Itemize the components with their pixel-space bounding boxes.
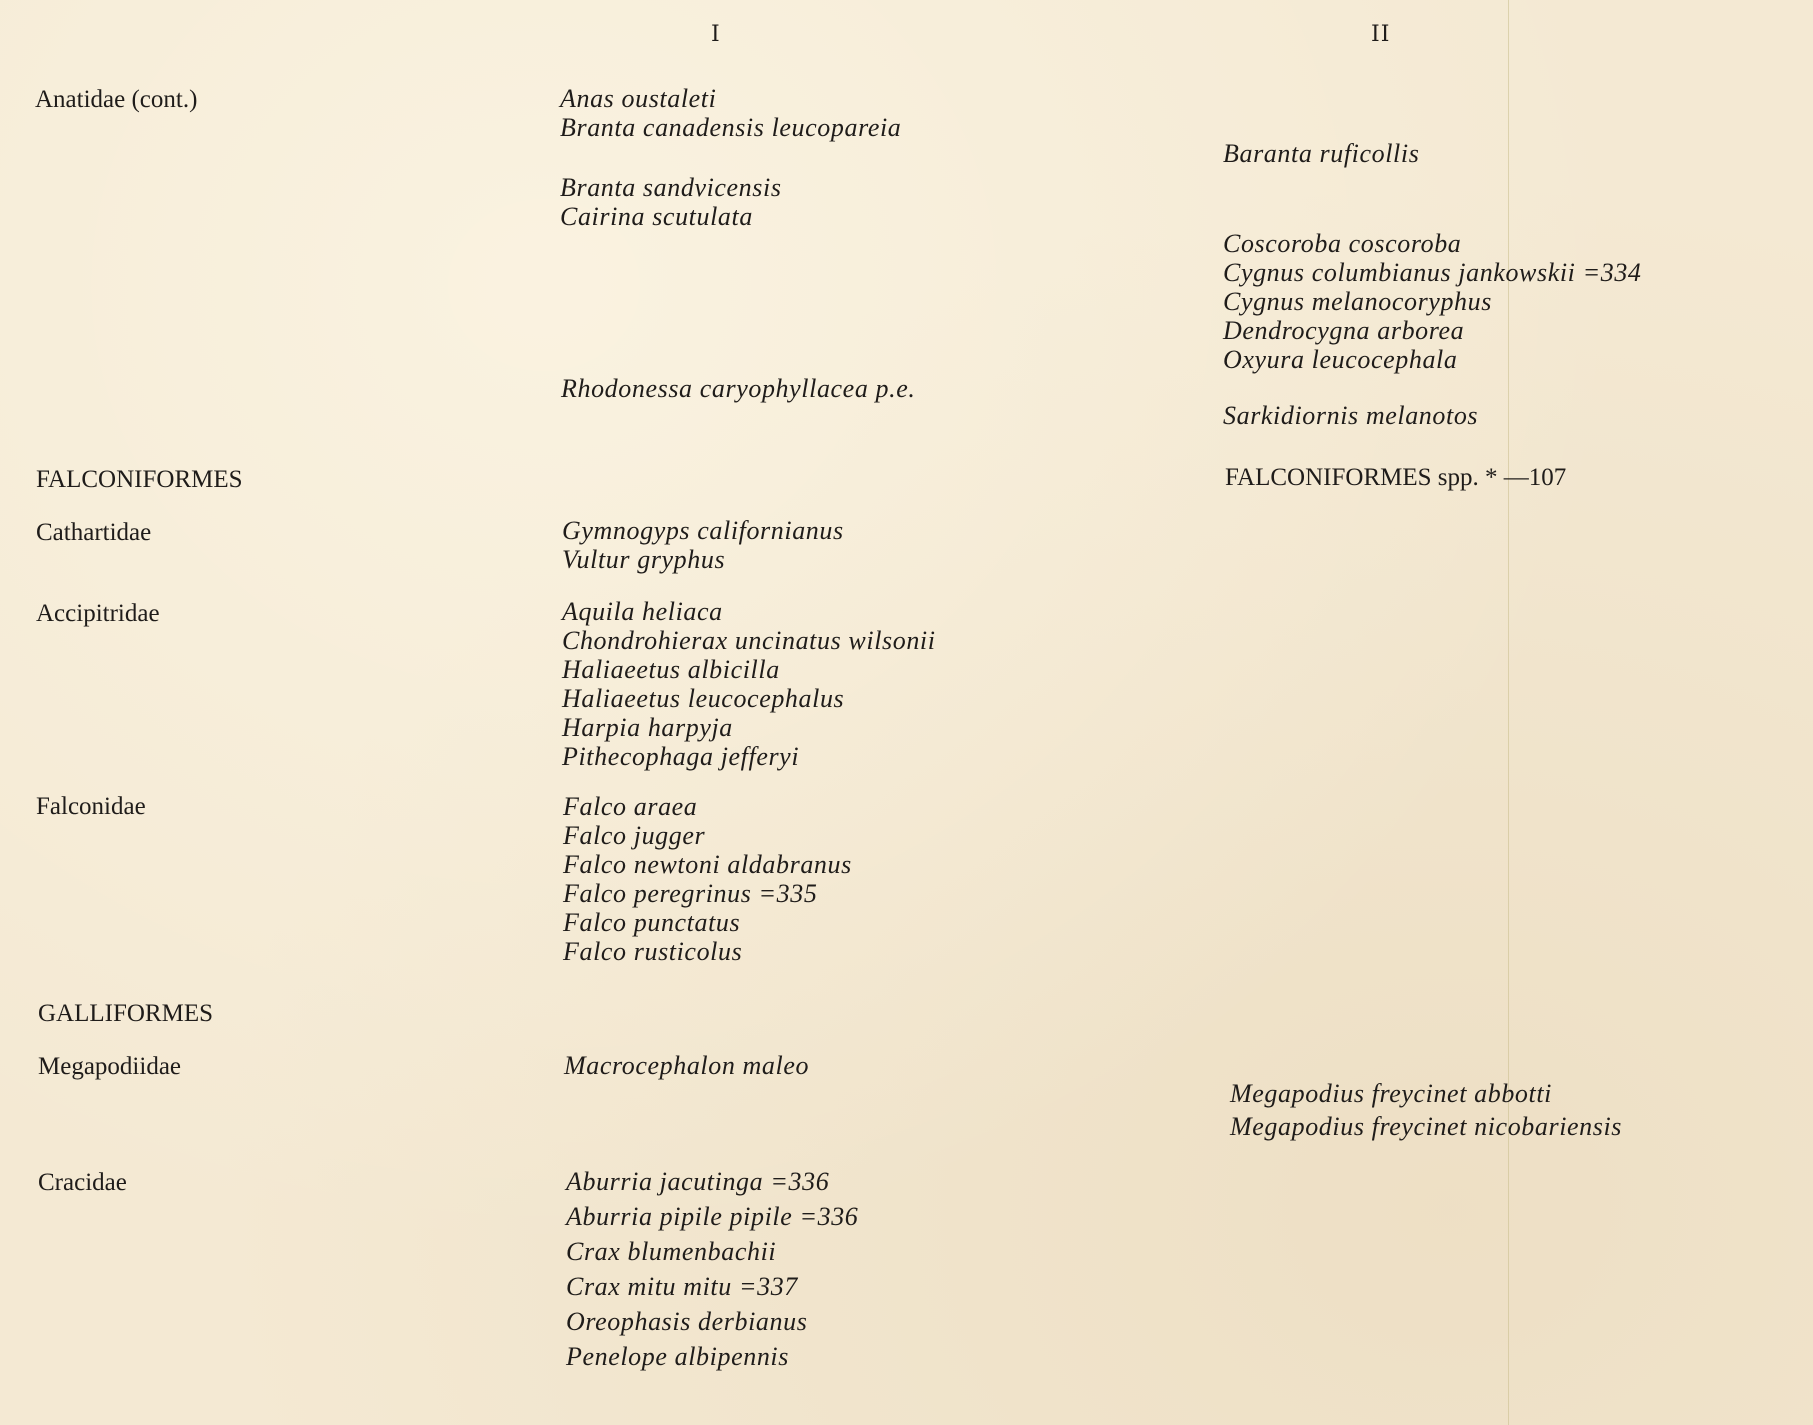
list-item: Falco jugger bbox=[563, 821, 706, 850]
list-item: Aburria jacutinga =336 bbox=[566, 1167, 830, 1196]
list-item: Coscoroba coscoroba bbox=[1223, 229, 1462, 258]
list-item: Aburria pipile pipile =336 bbox=[566, 1202, 859, 1231]
falconiformes-spp-entry: FALCONIFORMES spp. * —107 bbox=[1225, 464, 1567, 491]
appendix-i-heading: I bbox=[711, 22, 721, 47]
list-item: Gymnogyps californianus bbox=[562, 516, 844, 545]
list-item: Crax mitu mitu =337 bbox=[566, 1272, 798, 1301]
list-item: Vultur gryphus bbox=[562, 545, 726, 574]
list-item: Rhodonessa caryophyllacea p.e. bbox=[561, 374, 916, 403]
taxon-anatidae: Anatidae (cont.) bbox=[35, 86, 198, 113]
list-item: Falco peregrinus =335 bbox=[563, 879, 818, 908]
list-item: Haliaeetus albicilla bbox=[562, 655, 780, 684]
list-item: Branta canadensis leucopareia bbox=[560, 113, 902, 142]
taxon-cathartidae: Cathartidae bbox=[36, 519, 152, 546]
taxon-cracidae: Cracidae bbox=[38, 1169, 127, 1196]
list-item: Crax blumenbachii bbox=[566, 1237, 777, 1266]
list-item: Falco araea bbox=[563, 792, 698, 821]
list-item: Oreophasis derbianus bbox=[566, 1307, 808, 1336]
taxon-megapodiidae: Megapodiidae bbox=[38, 1053, 182, 1080]
list-item: Megapodius freycinet nicobariensis bbox=[1230, 1112, 1623, 1141]
list-item: Falco rusticolus bbox=[563, 937, 743, 966]
taxon-galliformes: GALLIFORMES bbox=[38, 1000, 214, 1027]
list-item: Haliaeetus leucocephalus bbox=[562, 684, 845, 713]
list-item: Cairina scutulata bbox=[560, 202, 753, 231]
list-item: Baranta ruficollis bbox=[1223, 139, 1420, 168]
list-item: Pithecophaga jefferyi bbox=[562, 742, 800, 771]
list-item: Penelope albipennis bbox=[566, 1342, 789, 1371]
list-item: Chondrohierax uncinatus wilsonii bbox=[562, 626, 936, 655]
taxon-falconiformes: FALCONIFORMES bbox=[36, 466, 243, 493]
appendix-ii-heading: II bbox=[1371, 22, 1391, 47]
list-item: Oxyura leucocephala bbox=[1223, 345, 1458, 374]
list-item: Falco newtoni aldabranus bbox=[563, 850, 852, 879]
list-item: Dendrocygna arborea bbox=[1223, 316, 1465, 345]
list-item: Anas oustaleti bbox=[560, 84, 717, 113]
list-item: Sarkidiornis melanotos bbox=[1223, 401, 1479, 430]
list-item: Macrocephalon maleo bbox=[564, 1051, 810, 1080]
list-item: Branta sandvicensis bbox=[560, 173, 782, 202]
list-item: Megapodius freycinet abbotti bbox=[1230, 1079, 1552, 1108]
list-item: Cygnus columbianus jankowskii =334 bbox=[1223, 258, 1642, 287]
column-rule bbox=[1508, 0, 1509, 1425]
list-item: Cygnus melanocoryphus bbox=[1223, 287, 1492, 316]
list-item: Harpia harpyja bbox=[562, 713, 733, 742]
list-item: Aquila heliaca bbox=[562, 597, 723, 626]
list-item: Falco punctatus bbox=[563, 908, 741, 937]
taxon-falconidae: Falconidae bbox=[36, 793, 146, 820]
taxon-accipitridae: Accipitridae bbox=[36, 600, 160, 627]
